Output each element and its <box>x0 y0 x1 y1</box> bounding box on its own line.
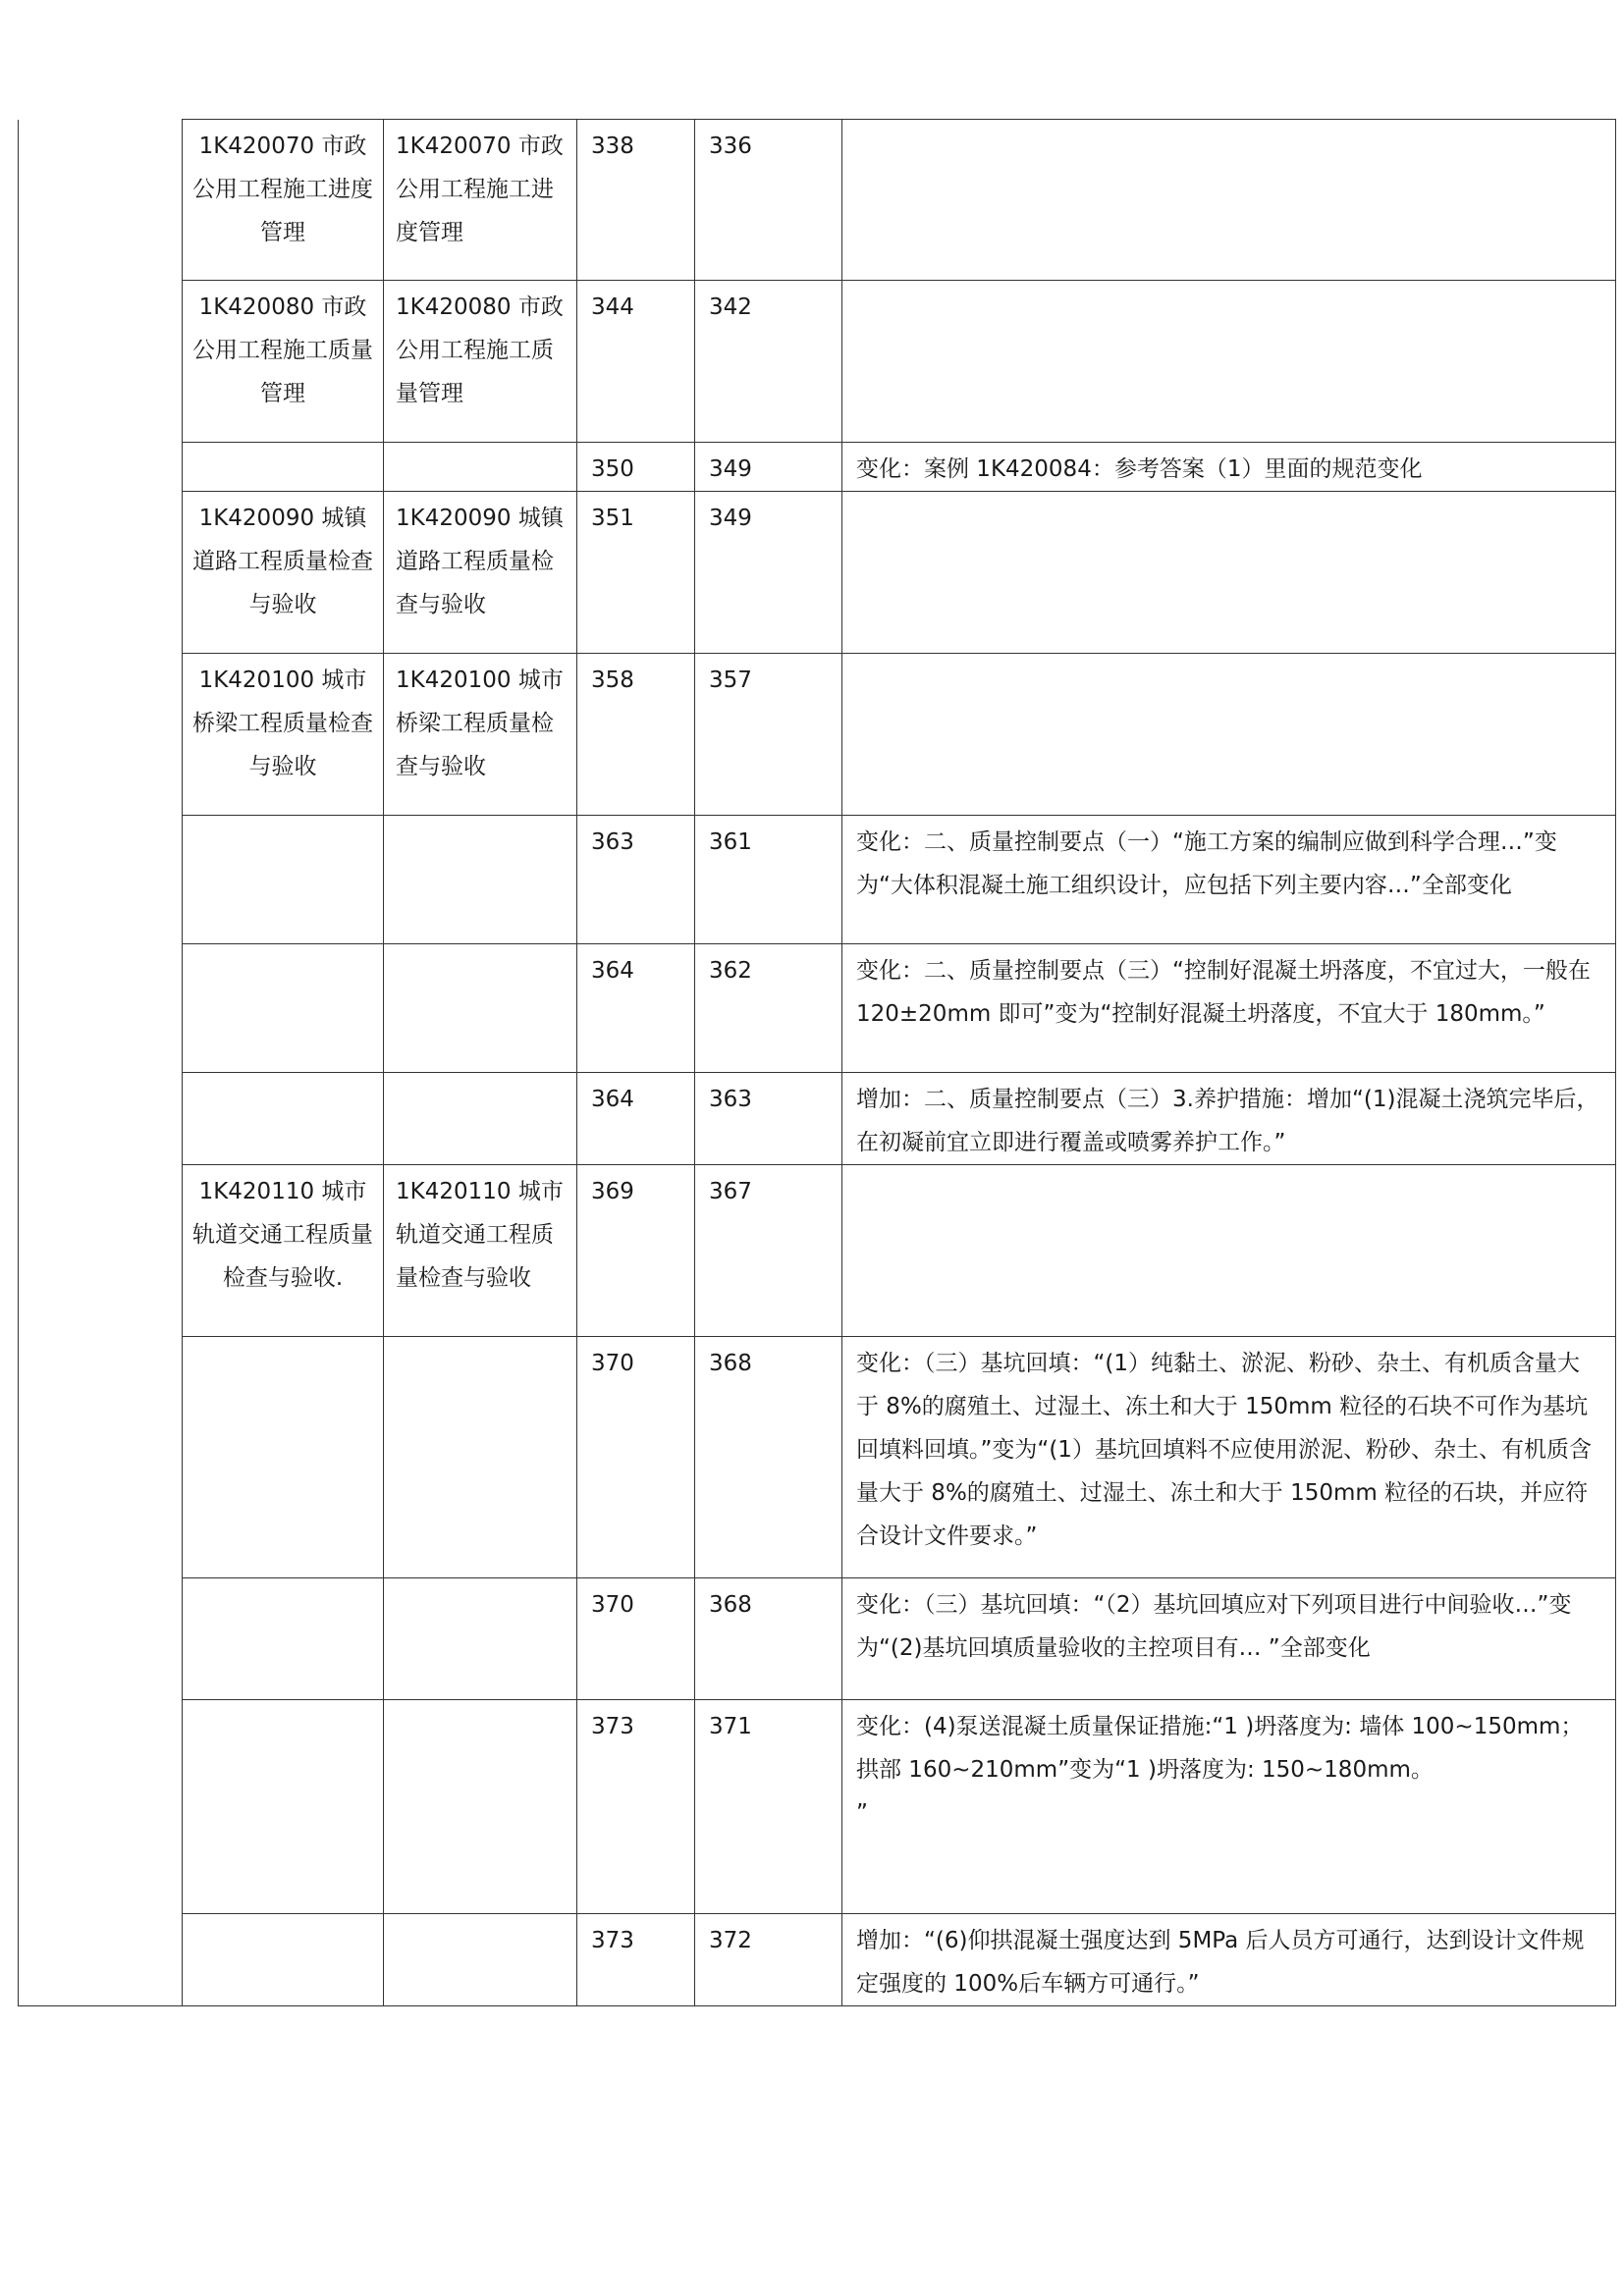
table-row <box>19 1165 1616 1337</box>
old-section-cell: 1K420070 市政公用工程施工进度管理 <box>183 120 384 281</box>
new-section-cell: 1K420090 城镇道路工程质量检查与验收 <box>384 492 577 654</box>
new-page-cell: 368 <box>695 1578 842 1700</box>
change-note-cell: 增加：二、质量控制要点（三）3.养护措施：增加“(1)混凝土浇筑完毕后，在初凝前宜立即进行覆盖或喷雾养护工作。” <box>842 1073 1616 1165</box>
new-section-cell <box>384 1073 577 1165</box>
old-section-cell <box>183 944 384 1073</box>
old-section-cell: 1K420090 城镇道路工程质量检查与验收 <box>183 492 384 654</box>
change-note-cell <box>842 120 1616 281</box>
old-page-cell: 370 <box>577 1578 695 1700</box>
table-row <box>19 492 1616 654</box>
change-note-cell <box>842 492 1616 654</box>
old-page-cell: 373 <box>577 1914 695 2006</box>
table-row <box>19 443 1616 492</box>
new-page-cell: 361 <box>695 816 842 944</box>
new-section-cell <box>384 1700 577 1914</box>
old-section-cell: 1K420080 市政公用工程施工质量管理 <box>183 281 384 443</box>
table-row <box>19 1337 1616 1578</box>
old-page-cell: 363 <box>577 816 695 944</box>
new-page-cell: 336 <box>695 120 842 281</box>
old-section-cell <box>183 1337 384 1578</box>
new-section-cell <box>384 944 577 1073</box>
old-section-cell <box>183 816 384 944</box>
new-page-cell: 372 <box>695 1914 842 2006</box>
old-section-cell <box>183 1700 384 1914</box>
new-section-cell: 1K420100 城市桥梁工程质量检查与验收 <box>384 654 577 816</box>
new-section-cell <box>384 443 577 492</box>
old-page-cell: 338 <box>577 120 695 281</box>
table-row <box>19 816 1616 944</box>
section-cell <box>19 120 183 2006</box>
new-section-cell: 1K420070 市政公用工程施工进度管理 <box>384 120 577 281</box>
change-note-cell: 变化：（三）基坑回填：“（2）基坑回填应对下列项目进行中间验收…”变为“(2)基坑回填质量验收的主控项目有… ”全部变化 <box>842 1578 1616 1700</box>
old-page-cell: 364 <box>577 944 695 1073</box>
old-section-cell <box>183 1914 384 2006</box>
table-row <box>19 1914 1616 2006</box>
new-section-cell: 1K420080 市政公用工程施工质量管理 <box>384 281 577 443</box>
old-page-cell: 370 <box>577 1337 695 1578</box>
new-page-cell: 367 <box>695 1165 842 1337</box>
old-page-cell: 358 <box>577 654 695 816</box>
new-page-cell: 357 <box>695 654 842 816</box>
table-row <box>19 1700 1616 1914</box>
change-note-cell <box>842 281 1616 443</box>
new-section-cell <box>384 816 577 944</box>
new-page-cell: 371 <box>695 1700 842 1914</box>
new-page-cell: 349 <box>695 492 842 654</box>
change-note-cell: 变化：(4)泵送混凝土质量保证措施:“1 )坍落度为: 墙体 100~150mm；拱部 160~210mm”变为“1 )坍落度为: 150~180mm。 ” <box>842 1700 1616 1914</box>
old-section-cell <box>183 443 384 492</box>
table-row <box>19 1578 1616 1700</box>
new-page-cell: 342 <box>695 281 842 443</box>
old-page-cell: 344 <box>577 281 695 443</box>
old-section-cell <box>183 1073 384 1165</box>
new-page-cell: 349 <box>695 443 842 492</box>
old-page-cell: 364 <box>577 1073 695 1165</box>
change-note-cell: 变化：（三）基坑回填：“(1）纯黏土、淤泥、粉砂、杂土、有机质含量大于 8%的腐殖土、过湿土、冻土和大于 150mm 粒径的石块不可作为基坑回填料回填。”变为“(1）基坑回填料不应使用淤泥、粉砂、杂土、有机质含量大于 8%的腐殖土、过湿土、冻土和大于 150mm 粒径的石块，并应符合设计文件要求。” <box>842 1337 1616 1578</box>
new-section-cell: 1K420110 城市轨道交通工程质量检查与验收 <box>384 1165 577 1337</box>
old-page-cell: 369 <box>577 1165 695 1337</box>
new-section-cell <box>384 1578 577 1700</box>
old-page-cell: 351 <box>577 492 695 654</box>
change-note-cell: 增加：“(6)仰拱混凝土强度达到 5MPa 后人员方可通行，达到设计文件规定强度的 100%后车辆方可通行。” <box>842 1914 1616 2006</box>
new-page-cell: 368 <box>695 1337 842 1578</box>
table-row <box>19 654 1616 816</box>
table-row <box>19 1073 1616 1165</box>
new-page-cell: 363 <box>695 1073 842 1165</box>
change-note-cell: 变化：案例 1K420084：参考答案（1）里面的规范变化 <box>842 443 1616 492</box>
new-section-cell <box>384 1337 577 1578</box>
old-section-cell <box>183 1578 384 1700</box>
change-note-cell: 变化：二、质量控制要点（三）“控制好混凝土坍落度，不宜过大，一般在 120±20mm 即可”变为“控制好混凝土坍落度，不宜大于 180mm。” <box>842 944 1616 1073</box>
table-row <box>19 944 1616 1073</box>
textbook-changes-table <box>18 119 1616 2006</box>
new-page-cell: 362 <box>695 944 842 1073</box>
table-row <box>19 120 1616 281</box>
old-page-cell: 350 <box>577 443 695 492</box>
change-note-cell: 变化：二、质量控制要点（一）“施工方案的编制应做到科学合理…”变为“大体积混凝土施工组织设计，应包括下列主要内容…”全部变化 <box>842 816 1616 944</box>
change-note-cell <box>842 1165 1616 1337</box>
old-section-cell: 1K420100 城市桥梁工程质量检查与验收 <box>183 654 384 816</box>
new-section-cell <box>384 1914 577 2006</box>
change-note-cell <box>842 654 1616 816</box>
table-row <box>19 281 1616 443</box>
old-page-cell: 373 <box>577 1700 695 1914</box>
old-section-cell: 1K420110 城市轨道交通工程质量检查与验收. <box>183 1165 384 1337</box>
